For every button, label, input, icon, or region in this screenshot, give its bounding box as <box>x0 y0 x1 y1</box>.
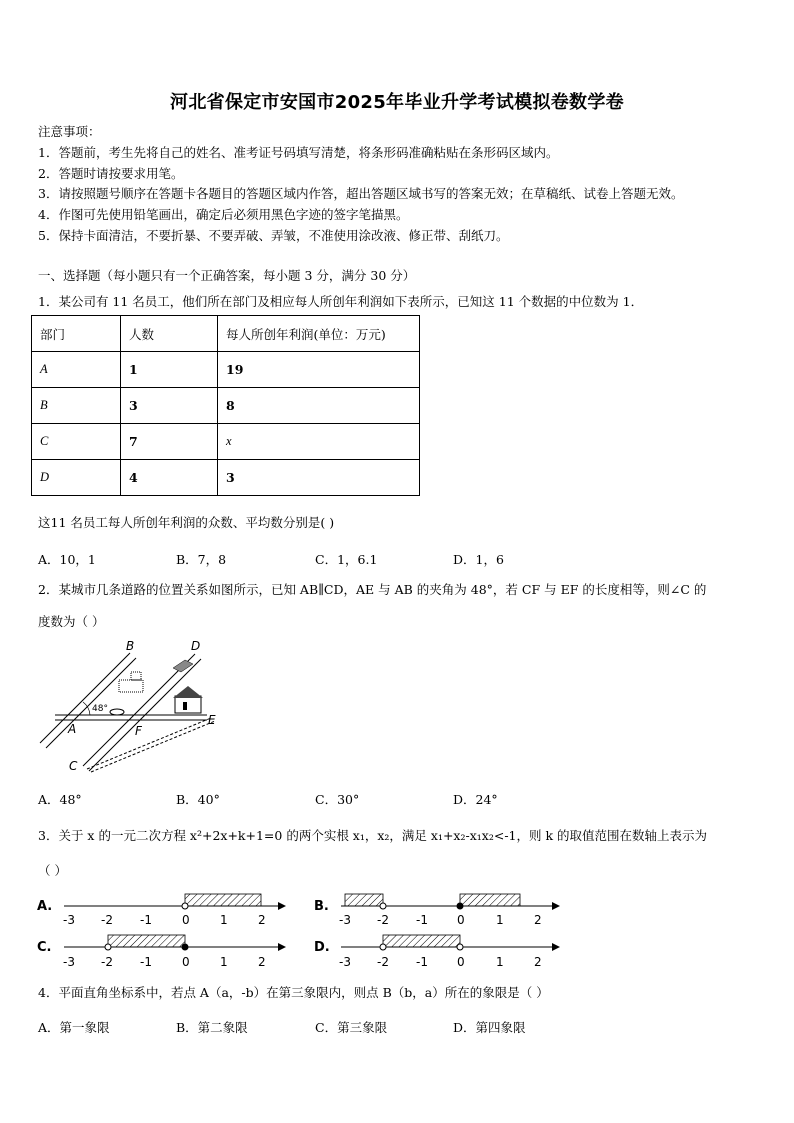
table-cell: 3 <box>121 388 218 424</box>
tick-label: 2 <box>258 913 266 927</box>
option-c[interactable]: C．第三象限 <box>315 1020 388 1035</box>
tick-label: -2 <box>377 955 389 969</box>
tick-label: 2 <box>534 955 542 969</box>
tick-label: -2 <box>101 955 113 969</box>
house-door-icon <box>183 702 187 710</box>
option-d[interactable]: D．1，6 <box>453 552 504 567</box>
option-d[interactable]: D．第四象限 <box>453 1020 526 1035</box>
option-c[interactable]: C．30° <box>315 792 360 807</box>
building-icon <box>119 680 143 692</box>
table-row <box>32 460 420 496</box>
tick-label: 2 <box>258 955 266 969</box>
open-point <box>380 944 386 950</box>
closed-point <box>182 944 188 950</box>
axis-arrow-icon <box>278 943 286 951</box>
open-point <box>380 903 386 909</box>
option-c[interactable]: C．1，6.1 <box>315 552 378 567</box>
point-label-c: C <box>69 759 78 773</box>
solution-region <box>108 935 185 947</box>
table-row <box>32 424 420 460</box>
notice-item: 4．作图可先使用铅笔画出，确定后必须用黑色字迹的签字笔描黑。 <box>38 207 409 222</box>
q3-stem: 3．关于 x 的一元二次方程 x²+2x+k+1=0 的两个实根 x₁，x₂，满足 x₁+x₂-x₁x₂<-1，则 k 的取值范围在数轴上表示为 <box>38 828 708 843</box>
open-point <box>182 903 188 909</box>
option-b-letter[interactable]: B. <box>314 899 329 914</box>
road-ab-line <box>40 653 130 743</box>
option-d[interactable]: D．24° <box>453 792 498 807</box>
tick-label: 0 <box>182 913 190 927</box>
notice-item: 1．答题前，考生先将自己的姓名、准考证号码填写清楚，将条形码准确粘贴在条形码区域内。 <box>38 145 559 160</box>
road-ab-line <box>46 658 136 748</box>
notice-header: 注意事项： <box>38 124 101 139</box>
solution-region <box>383 935 460 947</box>
axis-arrow-icon <box>278 902 286 910</box>
q1-question: 这11 名员工每人所创年利润的众数、平均数分别是( ) <box>38 515 335 530</box>
table-cell: 4 <box>121 460 218 496</box>
point-label-e: E <box>208 713 216 727</box>
table-row <box>32 388 420 424</box>
notice-item: 2．答题时请按要求用笔。 <box>38 166 184 181</box>
option-a[interactable]: A．10，1 <box>38 552 96 567</box>
tick-label: -3 <box>339 913 351 927</box>
tick-label: 1 <box>496 955 504 969</box>
road-ce-line <box>91 721 215 772</box>
tick-label: -1 <box>140 955 152 969</box>
option-b[interactable]: B．第二象限 <box>176 1020 248 1035</box>
tick-label: 1 <box>496 913 504 927</box>
option-a-letter[interactable]: A. <box>37 899 53 914</box>
q4-stem: 4．平面直角坐标系中，若点 A（a，-b）在第三象限内，则点 B（b，a）所在的象限是（ ） <box>38 985 549 1000</box>
table-cell: 19 <box>218 352 420 388</box>
open-point <box>457 944 463 950</box>
notice-item: 5．保持卡面清洁，不要折暴、不要弄破、弄皱，不准使用涂改液、修正带、刮纸刀。 <box>38 228 509 243</box>
table-cell: 3 <box>218 460 420 496</box>
angle-label: 48° <box>92 704 108 714</box>
point-label-f: F <box>135 724 142 738</box>
tick-label: 0 <box>182 955 190 969</box>
point-label-d: D <box>191 639 201 653</box>
tick-label: 0 <box>457 955 465 969</box>
car-icon <box>110 709 124 715</box>
tick-label: -2 <box>101 913 113 927</box>
profit-table <box>31 315 420 496</box>
q1-stem: 1．某公司有 11 名员工，他们所在部门及相应每人所创年利润如下表所示，已知这 11 个数据的中位数为 1． <box>38 294 644 309</box>
tick-label: -1 <box>140 913 152 927</box>
option-a[interactable]: A．第一象限 <box>38 1020 110 1035</box>
option-b[interactable]: B．7，8 <box>176 552 227 567</box>
tick-label: 2 <box>534 913 542 927</box>
angle-arc <box>83 702 90 715</box>
point-label-a: A <box>68 722 77 736</box>
axis-arrow-icon <box>552 902 560 910</box>
road-figure <box>35 638 225 778</box>
notice-item: 3．请按照题号顺序在答题卡各题目的答题区域内作答，超出答题区域书写的答案无效；在草稿纸、试卷上答题无效。 <box>38 186 684 201</box>
tick-label: -1 <box>416 913 428 927</box>
table-header-cell: 人数 <box>121 316 218 352</box>
building-icon <box>131 672 141 680</box>
option-a[interactable]: A．48° <box>38 792 82 807</box>
tick-label: -3 <box>339 955 351 969</box>
house-roof-icon <box>173 686 203 698</box>
table-cell: D <box>32 460 121 496</box>
option-d-letter[interactable]: D. <box>314 940 330 955</box>
table-cell: 7 <box>121 424 218 460</box>
number-line-options <box>30 884 570 974</box>
tick-label: -3 <box>63 913 75 927</box>
page-title: 河北省保定市安国市2025年毕业升学考试模拟卷数学卷 <box>170 92 624 113</box>
table-row <box>32 352 420 388</box>
table-cell: 1 <box>121 352 218 388</box>
tick-label: 1 <box>220 913 228 927</box>
open-point <box>105 944 111 950</box>
tick-label: 1 <box>220 955 228 969</box>
table-cell: 8 <box>218 388 420 424</box>
tick-label: -3 <box>63 955 75 969</box>
table-cell: x <box>218 424 420 460</box>
solution-region <box>460 894 520 906</box>
q2-stem-cont: 度数为（ ） <box>38 614 105 629</box>
axis-arrow-icon <box>552 943 560 951</box>
table-header-row <box>32 316 420 352</box>
option-b[interactable]: B．40° <box>176 792 220 807</box>
tick-label: 0 <box>457 913 465 927</box>
tick-label: -2 <box>377 913 389 927</box>
tick-label: -1 <box>416 955 428 969</box>
option-c-letter[interactable]: C. <box>37 940 52 955</box>
table-cell: B <box>32 388 121 424</box>
q2-stem: 2．某城市几条道路的位置关系如图所示，已知 AB∥CD，AE 与 AB 的夹角为 48°，若 CF 与 EF 的长度相等，则∠C 的 <box>38 582 707 597</box>
section-heading: 一、选择题（每小题只有一个正确答案，每小题 3 分，满分 30 分） <box>38 268 416 283</box>
house-icon <box>175 696 201 713</box>
point-label-b: B <box>126 639 135 653</box>
solution-region <box>345 894 383 906</box>
table-header-cell: 每人所创年利润(单位：万元) <box>218 316 420 352</box>
table-cell: C <box>32 424 121 460</box>
solution-region <box>185 894 261 906</box>
q3-paren: （ ） <box>38 863 67 878</box>
table-cell: A <box>32 352 121 388</box>
closed-point <box>457 903 463 909</box>
table-header-cell: 部门 <box>32 316 121 352</box>
